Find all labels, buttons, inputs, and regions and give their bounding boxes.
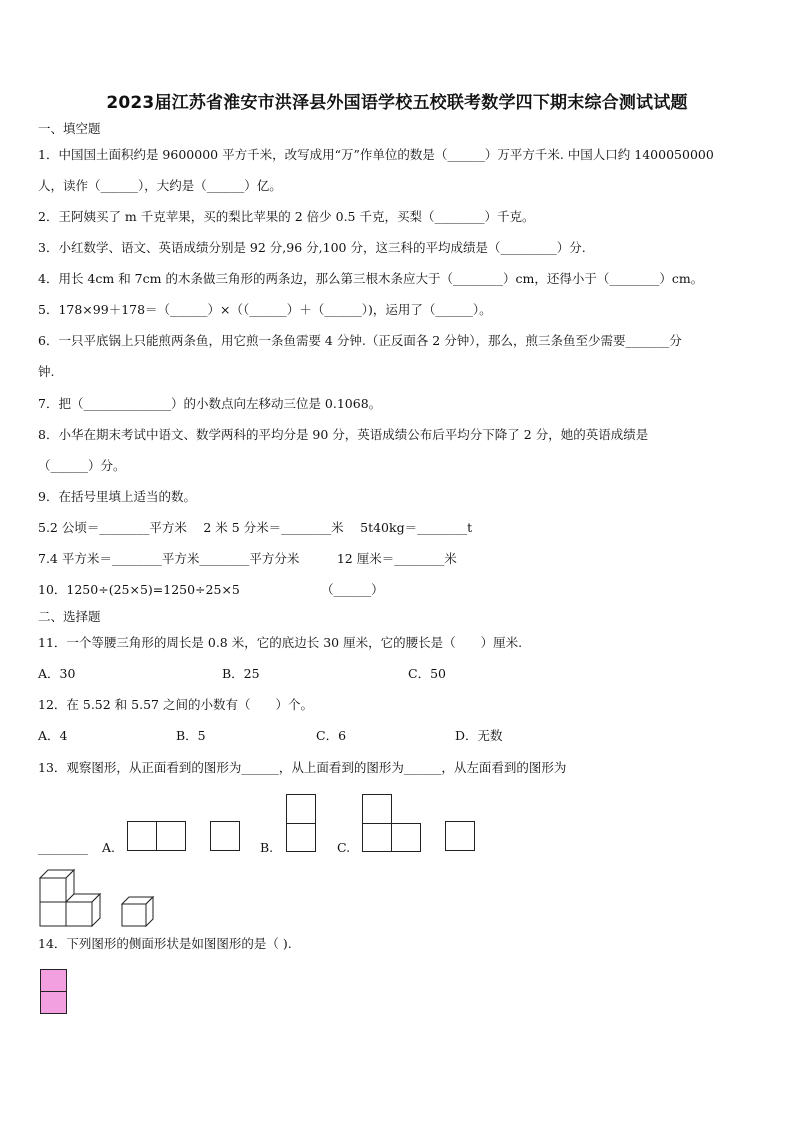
question-11-option-a: A．30 [38, 666, 76, 681]
question-8-line-2: （______）分。 [38, 458, 126, 473]
question-12-option-b: B．5 [176, 728, 206, 743]
question-12-option-c: C．6 [316, 728, 347, 743]
question-9-row-2: 7.4 平方米＝________平方米________平方分米 12 厘米＝________米 [38, 551, 457, 566]
question-13: 13．观察图形，从正面看到的图形为______，从上面看到的图形为______，从左面看到的图形为 [38, 760, 567, 775]
question-5: 5．178×99＋178＝（______）×（（______）＋（______）)，运用了（______）。 [38, 302, 492, 317]
question-12-option-d: D．无数 [455, 728, 503, 743]
question-11-option-b: B．25 [222, 666, 260, 681]
question-13-option-a: A. [102, 840, 116, 855]
question-11-option-c: C．50 [408, 666, 446, 681]
question-1-line-2: 人，读作（______），大约是（______）亿。 [38, 178, 282, 193]
section-heading-fill-in: 一、填空题 [38, 121, 101, 136]
question-9-row-1: 5.2 公顷＝________平方米 2 米 5 分米＝________米 5t40kg＝________t [38, 520, 473, 535]
question-12: 12．在 5.52 和 5.57 之间的小数有（ ）个。 [38, 697, 313, 712]
question-2: 2．王阿姨买了 m 千克苹果，买的梨比苹果的 2 倍少 0.5 千克，买梨（________）千克。 [38, 209, 535, 224]
question-11: 11．一个等腰三角形的周长是 0.8 米，它的底边长 30 厘米，它的腰长是（ ）厘米. [38, 635, 523, 650]
question-13-answer-blank: ________ [38, 840, 88, 855]
question-7: 7．把（______________）的小数点向左移动三位是 0.1068。 [38, 396, 382, 411]
question-10: 10．1250÷(25×5)=1250÷25×5 （______） [38, 582, 384, 597]
question-13-option-c: C. [337, 840, 351, 855]
question-4: 4．用长 4cm 和 7cm 的木条做三角形的两条边，那么第三根木条应大于（________）cm，还得小于（________）cm。 [38, 271, 704, 286]
question-9: 9．在括号里填上适当的数。 [38, 489, 196, 504]
question-13-option-b: B. [260, 840, 274, 855]
question-8-line-1: 8．小华在期末考试中语文、数学两科的平均分是 90 分，英语成绩公布后平均分下降了 2 分，她的英语成绩是 [38, 427, 649, 442]
question-12-option-a: A．4 [38, 728, 68, 743]
question-14: 14．下列图形的侧面形状是如图图形的是（ ). [38, 936, 292, 951]
question-3: 3．小红数学、语文、英语成绩分别是 92 分,96 分,100 分，这三科的平均成绩是（_________）分. [38, 240, 586, 255]
question-6-line-2: 钟. [38, 364, 55, 379]
question-6-line-1: 6．一只平底锅上只能煎两条鱼，用它煎一条鱼需要 4 分钟.（正反面各 2 分钟），那么，煎三条鱼至少需要_______分 [38, 333, 682, 348]
cube-stack-figure [38, 866, 168, 930]
section-heading-choice: 二、选择题 [38, 609, 101, 624]
question-1-line-1: 1．中国国土面积约是 9600000 平方千米，改写成用“万”作单位的数是（______）万平方千米. 中国人口约 1400050000 [38, 147, 714, 162]
page-title: 2023届江苏省淮安市洪泽县外国语学校五校联考数学四下期末综合测试试题 [106, 93, 688, 113]
